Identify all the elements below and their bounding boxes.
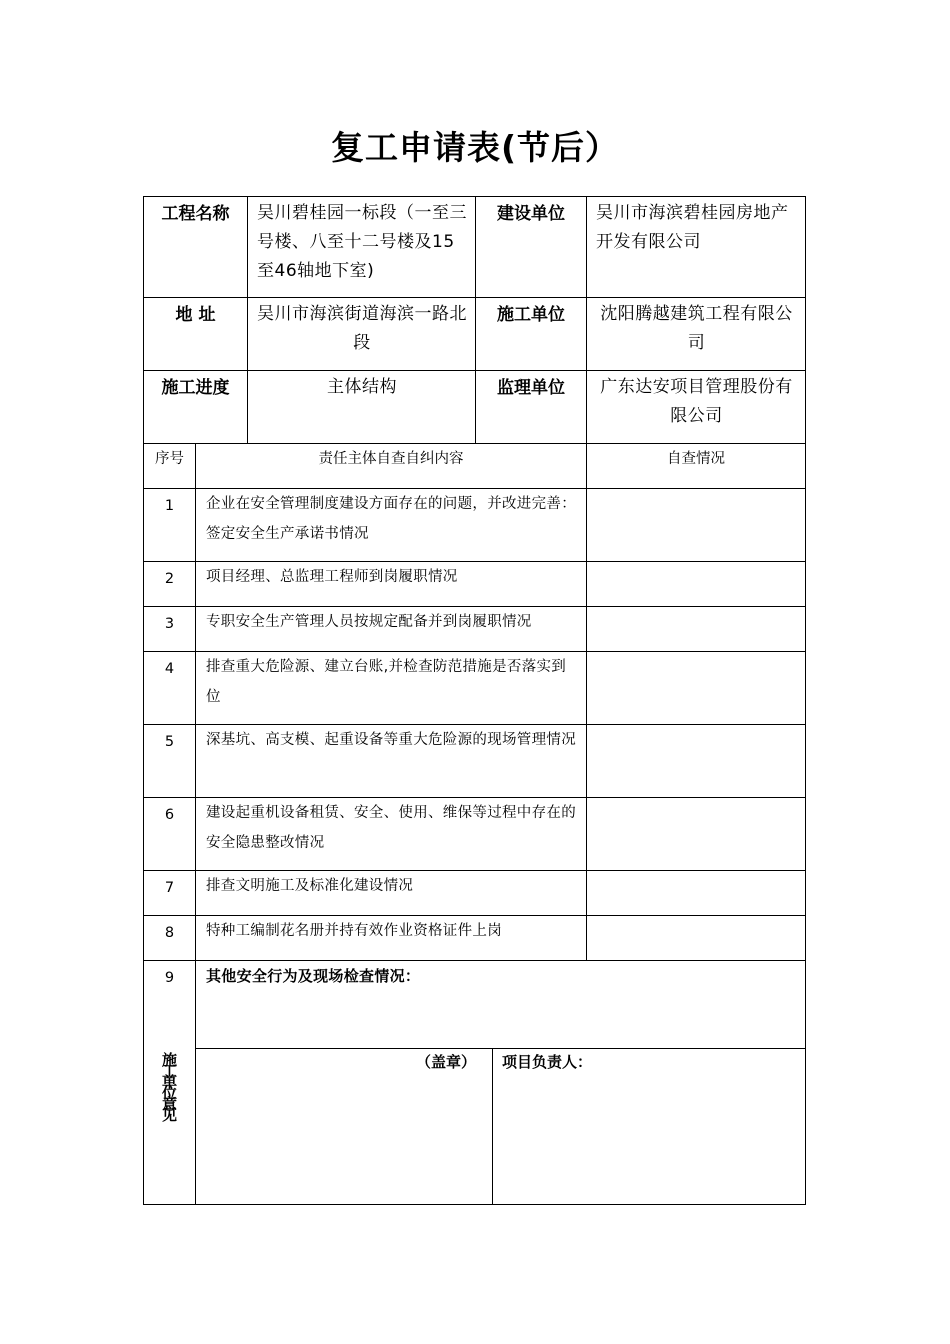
- item-content: 特种工编制花名册并持有效作业资格证件上岗: [196, 916, 587, 961]
- progress-value: 主体结构: [248, 371, 476, 444]
- item-status-cell[interactable]: [587, 871, 806, 916]
- supervisor-value: 广东达安项目管理股份有限公司: [587, 371, 806, 444]
- item-number: 9: [144, 961, 196, 1049]
- item-number: 3: [144, 607, 196, 652]
- table-row: [144, 798, 806, 871]
- checklist-header-row: [144, 444, 806, 489]
- project-name-value: 吴川碧桂园一标段（一至三号楼、八至十二号楼及15至46轴地下室): [248, 197, 476, 298]
- table-row: [144, 916, 806, 961]
- item-status-cell[interactable]: [587, 607, 806, 652]
- item-number: 8: [144, 916, 196, 961]
- item-number: 7: [144, 871, 196, 916]
- table-row: [144, 489, 806, 562]
- page-title: 复工申请表(节后）: [330, 128, 620, 167]
- item-content: 企业在安全管理制度建设方面存在的问题，并改进完善：签定安全生产承诺书情况: [196, 489, 587, 562]
- project-name-label: 工程名称: [144, 197, 248, 298]
- item-content: 项目经理、总监理工程师到岗履职情况: [196, 562, 587, 607]
- item-number: 1: [144, 489, 196, 562]
- other-checks-text[interactable]: 其他安全行为及现场检查情况：: [196, 961, 806, 1049]
- item-status-cell[interactable]: [587, 562, 806, 607]
- manager-cell[interactable]: [493, 1049, 806, 1205]
- builder-value: 吴川市海滨碧桂园房地产开发有限公司: [587, 197, 806, 298]
- table-row: [144, 871, 806, 916]
- contractor-opinion-row: [144, 1049, 806, 1205]
- item-status-cell[interactable]: [587, 652, 806, 725]
- table-row: [144, 652, 806, 725]
- other-checks-row: [144, 961, 806, 1049]
- item-number: 2: [144, 562, 196, 607]
- col-header-status: 自查情况: [587, 444, 806, 489]
- address-value: 吴川市海滨街道海滨一路北段: [248, 298, 476, 371]
- item-content: 排查文明施工及标准化建设情况: [196, 871, 587, 916]
- col-header-no: 序号: [144, 444, 196, 489]
- builder-label: 建设单位: [476, 197, 587, 298]
- supervisor-label: 监理单位: [476, 371, 587, 444]
- item-number: 4: [144, 652, 196, 725]
- col-header-content: 责任主体自查自纠内容: [196, 444, 587, 489]
- info-row-progress: [144, 371, 806, 444]
- progress-label: 施工进度: [144, 371, 248, 444]
- info-row-address: [144, 298, 806, 371]
- seal-cell[interactable]: [196, 1049, 493, 1205]
- contractor-opinion-label-text: 施工单位意见: [161, 1050, 177, 1124]
- item-status-cell[interactable]: [587, 489, 806, 562]
- item-content: 建设起重机设备租赁、安全、使用、维保等过程中存在的安全隐患整改情况: [196, 798, 587, 871]
- project-manager-label: 项目负责人：: [502, 1053, 593, 1071]
- table-row: [144, 607, 806, 652]
- item-number: 5: [144, 725, 196, 798]
- info-row-project: [144, 197, 806, 298]
- contractor-label: 施工单位: [476, 298, 587, 371]
- address-label: 地 址: [144, 298, 248, 371]
- item-content: 深基坑、高支模、起重设备等重大危险源的现场管理情况: [196, 725, 587, 798]
- item-number: 6: [144, 798, 196, 871]
- contractor-value: 沈阳腾越建筑工程有限公司: [587, 298, 806, 371]
- seal-label: （盖章）: [415, 1053, 476, 1071]
- item-status-cell[interactable]: [587, 725, 806, 798]
- item-status-cell[interactable]: [587, 798, 806, 871]
- item-content: 排查重大危险源、建立台账,并检查防范措施是否落实到位: [196, 652, 587, 725]
- item-content: 专职安全生产管理人员按规定配备并到岗履职情况: [196, 607, 587, 652]
- table-row: [144, 562, 806, 607]
- contractor-opinion-label: [144, 1049, 196, 1205]
- table-row: [144, 725, 806, 798]
- application-form-table: [143, 196, 806, 1205]
- item-status-cell[interactable]: [587, 916, 806, 961]
